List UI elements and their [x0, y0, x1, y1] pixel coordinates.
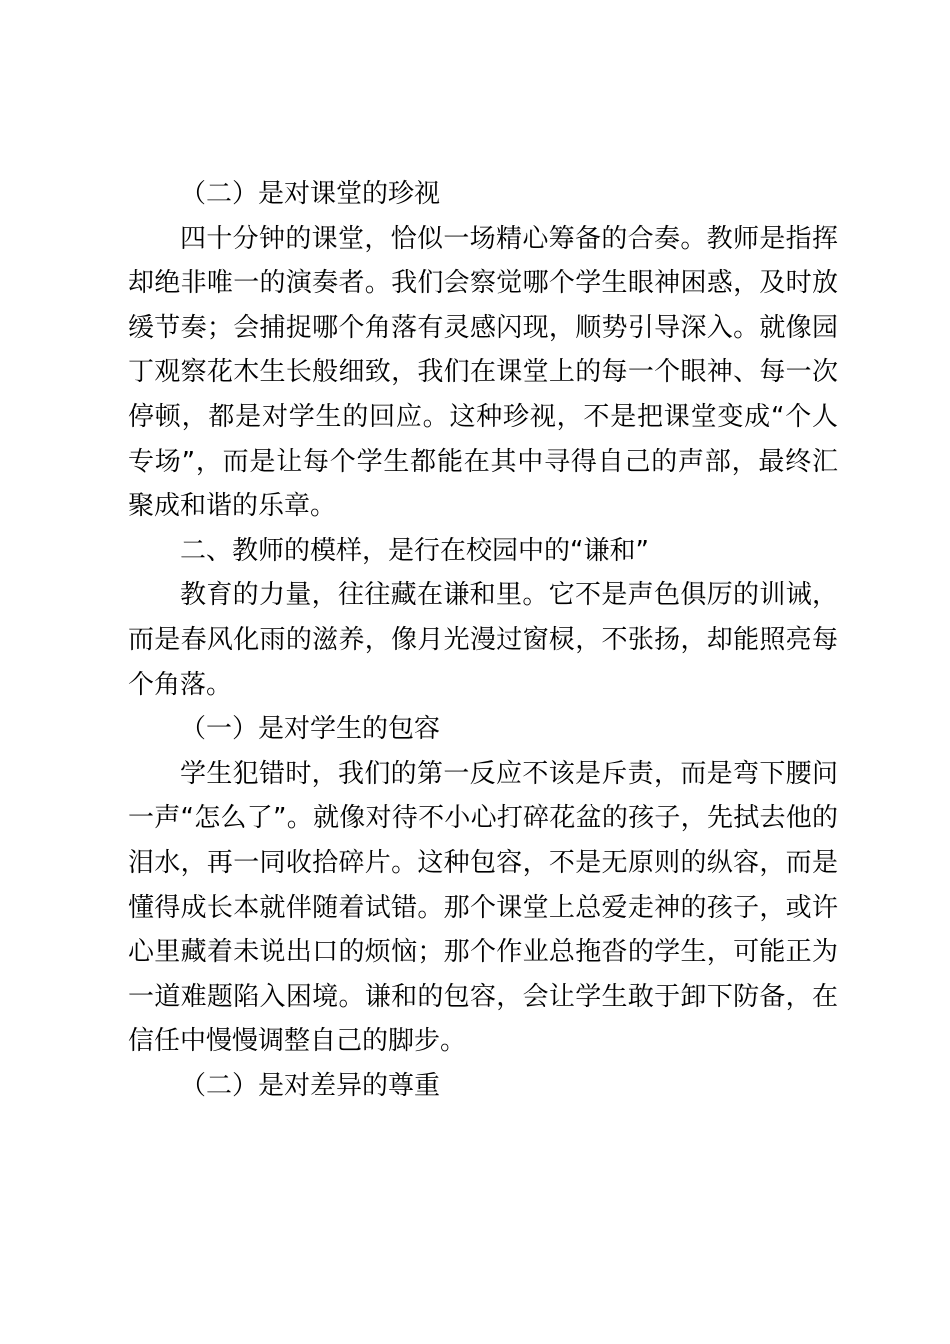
section-heading-respect: （二）是对差异的尊重	[180, 1070, 441, 1101]
section-heading-classroom: （二）是对课堂的珍视	[180, 179, 441, 209]
document-body	[128, 172, 838, 1108]
chapter-heading-humility: 二、教师的模样，是行在校园中的“谦和”	[180, 535, 649, 566]
paragraph-classroom: 四十分钟的课堂，恰似一场精心筹备的合奏。教师是指挥却绝非唯一的演奏者。我们会察觉哪个学生眼神困惑，及时放缓节奏；会捕捉哪个角落有灵感闪现，顺势引导深入。就像园丁观察花木生长般细致，我们在课堂上的每一个眼神、每一次停顿，都是对学生的回应。这种珍视，不是把课堂变成“个人专场”，而是让每个学生都能在其中寻得自己的声部，最终汇聚成和谐的乐章。	[128, 223, 838, 522]
paragraph-tolerance: 学生犯错时，我们的第一反应不该是斥责，而是弯下腰问一声“怎么了”。就像对待不小心打碎花盆的孩子，先拭去他的泪水，再一同收拾碎片。这种包容，不是无原则的纵容，而是懂得成长本就伴随着试错。那个课堂上总爱走神的孩子，或许心里藏着未说出口的烦恼；那个作业总拖沓的学生，可能正为一道难题陷入困境。谦和的包容，会让学生敢于卸下防备，在信任中慢慢调整自己的脚步。	[128, 758, 838, 1057]
paragraph-humility: 教育的力量，往往藏在谦和里。它不是声色俱厉的训诫，而是春风化雨的滋养，像月光漫过窗棂，不张扬，却能照亮每个角落。	[128, 580, 838, 700]
section-heading-tolerance: （一）是对学生的包容	[180, 714, 441, 745]
